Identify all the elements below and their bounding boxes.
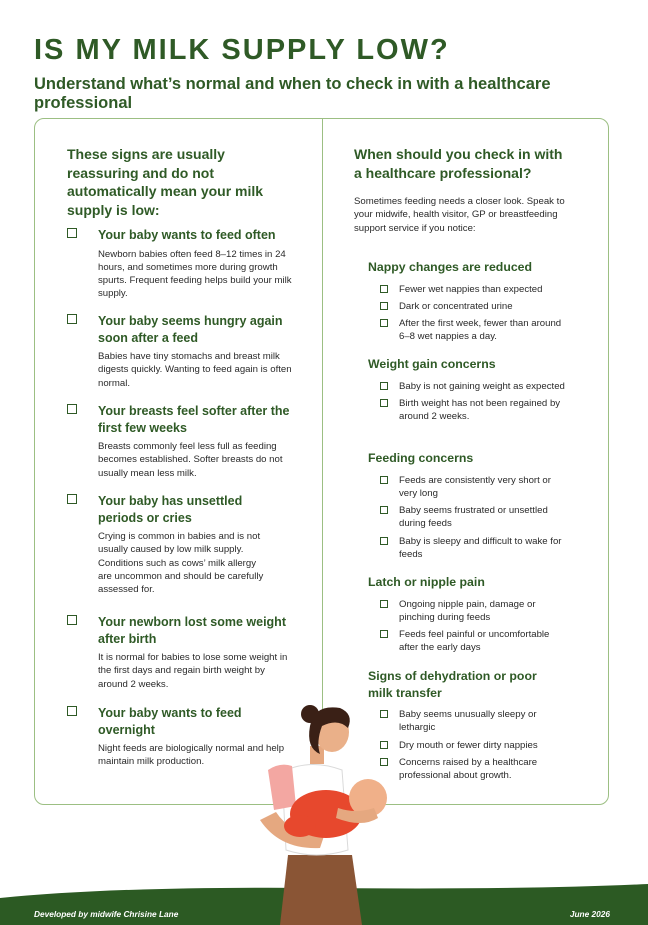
check-in-heading: When should you check in with a healthcare professional?: [354, 146, 563, 181]
page-subtitle: Understand what’s normal and when to check in with a healthcare professional: [34, 75, 551, 112]
section-title: Signs of dehydration or poor milk transfer: [368, 669, 537, 700]
sign-body: It is normal for babies to lose some weight in the first days and regain birth weight by around 2 weeks.: [98, 652, 288, 690]
checkbox-icon[interactable]: [67, 404, 77, 414]
reassuring-sign-item: [67, 313, 297, 390]
sign-title: Your baby seems hungry again soon after a feed: [98, 314, 283, 345]
sign-title: Your baby wants to feed overnight: [98, 706, 242, 737]
concern-section: [368, 259, 568, 348]
checkbox-icon[interactable]: [67, 228, 77, 238]
column-divider: [322, 119, 323, 710]
section-title: Feeding concerns: [368, 451, 474, 465]
concern-section: [368, 356, 568, 427]
check-in-intro: Sometimes feeding needs a closer look. Speak to your midwife, health visitor, GP or breastfeeding support service if you notice:: [354, 196, 565, 234]
mother-breastfeeding-baby-illustration: [240, 700, 400, 925]
checklist-item: Fewer wet nappies than expected: [368, 283, 568, 296]
checkbox-icon[interactable]: [380, 537, 388, 545]
section-title: Weight gain concerns: [368, 357, 496, 371]
sign-title: Your baby has unsettled periods or cries: [98, 494, 243, 525]
checklist-item: Feeds feel painful or uncomfortable after the early days: [368, 628, 568, 655]
checklist-item: Feeds are consistently very short or very long: [368, 474, 568, 501]
reassuring-sign-item: [67, 614, 297, 691]
checklist-item: Concerns raised by a healthcare professional about growth.: [368, 756, 568, 783]
sign-title: Your newborn lost some weight after birth: [98, 615, 286, 646]
checklist-item: Baby seems frustrated or unsettled during feeds: [368, 504, 568, 531]
checkbox-icon[interactable]: [380, 285, 388, 293]
checklist-item: Dark or concentrated urine: [368, 300, 568, 313]
checkbox-icon[interactable]: [67, 314, 77, 324]
checklist-item: Baby is sleepy and difficult to wake for feeds: [368, 535, 568, 562]
checklist-item: Ongoing nipple pain, damage or pinching during feeds: [368, 598, 568, 625]
sign-body: Breasts commonly feel less full as feeding becomes established. Softer breasts do not usually mean less milk.: [98, 441, 283, 479]
checklist-item: After the first week, fewer than around 6–8 wet nappies a day.: [368, 317, 568, 344]
sign-body: Night feeds are biologically normal and help maintain milk production.: [98, 743, 285, 768]
checkbox-icon[interactable]: [380, 506, 388, 514]
checkbox-icon[interactable]: [380, 600, 388, 608]
sign-title: Your breasts feel softer after the first few weeks: [98, 404, 290, 435]
checkbox-icon[interactable]: [380, 630, 388, 638]
checkbox-icon[interactable]: [67, 494, 77, 504]
section-title: Latch or nipple pain: [368, 575, 485, 589]
checkbox-icon[interactable]: [380, 382, 388, 390]
section-title: Nappy changes are reduced: [368, 260, 533, 274]
footer-date: June 2026: [569, 909, 610, 919]
reassuring-signs-heading: These signs are usually reassuring and do not automatically mean your milk supply is low:: [67, 146, 264, 218]
checklist-item: Baby seems unusually sleepy or lethargic: [368, 708, 568, 735]
sign-body: Newborn babies often feed 8–12 times in 24 hours, and sometimes more during growth spurts. Frequent feeding helps build your milk supply.: [98, 248, 292, 300]
checkbox-icon[interactable]: [380, 302, 388, 310]
checklist-item: Baby is not gaining weight as expected: [368, 380, 568, 393]
concern-section: [368, 450, 568, 565]
checklist-item: Birth weight has not been regained by around 2 weeks.: [368, 397, 568, 424]
checkbox-icon[interactable]: [67, 615, 77, 625]
page-title: IS MY MILK SUPPLY LOW?: [34, 34, 450, 66]
checklist-item: Dry mouth or fewer dirty nappies: [368, 739, 568, 752]
checkbox-icon[interactable]: [380, 476, 388, 484]
sign-title: Your baby wants to feed often: [98, 228, 276, 242]
sign-body: Crying is common in babies and is not usually caused by low milk supply. Conditions such as cows’ milk allergy are uncommon and should be carefully assessed for.: [98, 531, 264, 596]
reassuring-sign-item: [67, 493, 297, 596]
concern-section: [368, 574, 568, 659]
checkbox-icon[interactable]: [380, 399, 388, 407]
reassuring-sign-item: [67, 403, 297, 480]
footer-credit: Developed by midwife Chrisine Lane: [34, 909, 179, 919]
checkbox-icon[interactable]: [380, 319, 388, 327]
reassuring-sign-item: [67, 227, 297, 301]
checkbox-icon[interactable]: [67, 706, 77, 716]
sign-body: Babies have tiny stomachs and breast milk digests quickly. Wanting to feed again is often normal.: [98, 351, 292, 389]
